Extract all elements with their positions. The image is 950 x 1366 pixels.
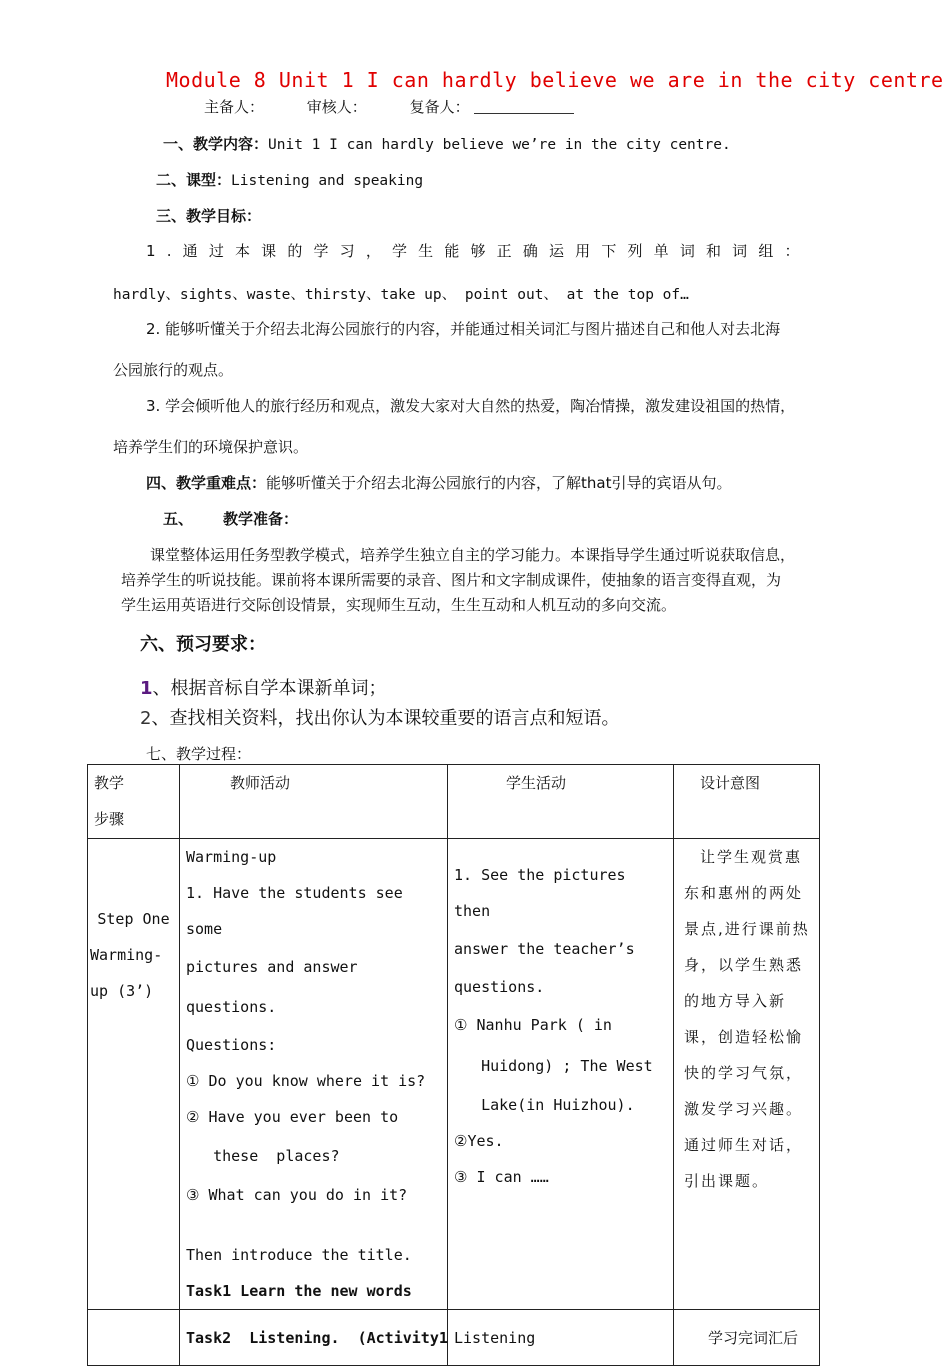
teacher-line: Task1 Learn the new words	[186, 1282, 412, 1300]
header-teacher: 教师活动	[180, 765, 448, 839]
student-line: Lake(in Huizhou).	[454, 1096, 635, 1114]
design-line: 快的学习气氛，	[684, 1064, 804, 1082]
header-step	[88, 765, 180, 839]
step-one-line1: Step One	[97, 910, 170, 928]
design-line: 的地方导入新	[684, 992, 787, 1010]
prep-paragraph-line1: 课堂整体运用任务型教学模式，培养学生独立自主的学习能力。本课指导学生通过听说获取信息，	[150, 546, 796, 564]
goals-label: 三、教学目标：	[156, 207, 262, 225]
prep-paragraph-line2: 培养学生的听说技能。课前将本课所需要的录音、图片和文字制成课件，使抽象的语言变得直观，为	[121, 571, 782, 589]
preview-item-1-number: 1	[140, 678, 153, 699]
prep-paragraph-line3: 学生运用英语进行交际创设情景，实现师生互动，生生互动和人机互动的多向交流。	[121, 596, 677, 614]
goal3-line2: 培养学生们的环境保护意识。	[113, 438, 309, 456]
process-heading: 七、教学过程：	[146, 745, 252, 763]
task2-design-cell: 学习完词汇后	[674, 1310, 820, 1366]
preview-heading: 六、预习要求：	[140, 634, 266, 655]
teacher-line: Then introduce the title.	[186, 1246, 412, 1264]
student-line: Huidong) ; The West	[454, 1057, 653, 1075]
student-line: 1. See the pictures then	[454, 866, 626, 920]
content-value: Unit 1 I can hardly believe we’re in the city centre.	[268, 137, 731, 153]
prep-heading	[163, 508, 298, 529]
co-author-label: 复备人：	[409, 98, 470, 116]
teacher-line: these places?	[186, 1147, 340, 1165]
step-one-cell	[88, 839, 180, 1310]
preview-item-2-text: 、查找相关资料，找出你认为本课较重要的语言点和短语。	[151, 708, 620, 729]
goal2-line2: 公园旅行的观点。	[113, 361, 234, 379]
type-line	[156, 169, 423, 190]
teacher-line: 1. Have the students see some	[186, 884, 403, 938]
step-one-line3: up (3’)	[90, 982, 154, 1000]
type-value: Listening and speaking	[231, 173, 424, 189]
design-line: 让学生观赏惠	[700, 848, 803, 866]
step-one-line2: Warming-	[90, 946, 163, 964]
main-author-label: 主备人：	[204, 98, 265, 116]
author-line	[204, 96, 612, 117]
task2-student-cell: Listening	[448, 1310, 674, 1366]
co-author-blank	[474, 99, 574, 114]
design-line: 课，创造轻松愉	[684, 1028, 804, 1046]
student-line: ②Yes.	[454, 1132, 504, 1150]
content-label: 一、教学内容：	[163, 135, 269, 153]
teacher-activity-cell	[180, 839, 448, 1310]
reviewer-label: 审核人：	[306, 98, 367, 116]
header-design: 设计意图	[674, 765, 820, 839]
student-line: ③ I can ……	[454, 1168, 549, 1186]
key-points-line	[146, 472, 731, 493]
student-line: questions.	[454, 978, 545, 996]
teacher-line: Warming-up	[186, 848, 277, 866]
teacher-line: ② Have you ever been to	[186, 1108, 399, 1126]
key-points-label: 四、教学重难点：	[146, 474, 267, 492]
design-line: 激发学习兴趣。	[684, 1100, 804, 1118]
task2-teacher-cell: Task2 Listening. (Activity1	[180, 1310, 448, 1366]
design-line: 引出课题。	[684, 1172, 770, 1190]
design-intent-cell	[674, 839, 820, 1310]
goal1-line1: 1 . 通 过 本 课 的 学 习 ， 学 生 能 够 正 确 运 用 下 列 单 词 和 词 组 ：	[146, 242, 803, 260]
preview-item-2	[140, 704, 619, 730]
type-label: 二、课型：	[156, 171, 232, 189]
preview-item-2-number: 2	[140, 708, 152, 729]
teaching-process-table	[87, 764, 820, 1366]
goal3-line1: 3. 学会倾听他人的旅行经历和观点，激发大家对大自然的热爱，陶冶情操，激发建设祖国的热情，	[146, 397, 796, 415]
content-line	[163, 133, 731, 154]
teacher-line: Questions:	[186, 1036, 277, 1054]
design-line: 景点,进行课前热	[684, 920, 810, 938]
design-line: 身，以学生熟悉	[684, 956, 804, 974]
goal1-line2: hardly、sights、waste、thirsty、take up、 point out、 at the top of…	[113, 287, 689, 303]
step-two-cell	[88, 1310, 180, 1366]
teacher-line: pictures and answer questions.	[186, 958, 358, 1016]
header-step-line1: 教学	[94, 774, 125, 792]
prep-number: 五、	[163, 510, 194, 528]
teacher-line: ③ What can you do in it?	[186, 1186, 408, 1204]
preview-item-1-text: 、根据音标自学本课新单词；	[152, 678, 387, 699]
preview-item-1	[140, 674, 387, 700]
table-row	[88, 839, 820, 1310]
goal2-line1: 2. 能够听懂关于介绍去北海公园旅行的内容，并能通过相关词汇与图片描述自己和他人对去北海	[146, 320, 781, 338]
header-student: 学生活动	[448, 765, 674, 839]
prep-label: 教学准备：	[223, 510, 299, 528]
design-line: 通过师生对话，	[684, 1136, 804, 1154]
student-activity-cell	[448, 839, 674, 1310]
student-line: answer the teacher’s	[454, 940, 635, 958]
design-line: 东和惠州的两处	[684, 884, 804, 902]
table-header-row	[88, 765, 820, 839]
table-row	[88, 1310, 820, 1366]
header-step-line2: 步骤	[94, 810, 125, 828]
teacher-line: ① Do you know where it is?	[186, 1072, 426, 1090]
document-title: Module 8 Unit 1 I can hardly believe we are in the city centre	[166, 68, 944, 92]
key-points-value: 能够听懂关于介绍去北海公园旅行的内容，了解that引导的宾语从句。	[266, 474, 732, 492]
student-line: ① Nanhu Park ( in	[454, 1016, 612, 1034]
